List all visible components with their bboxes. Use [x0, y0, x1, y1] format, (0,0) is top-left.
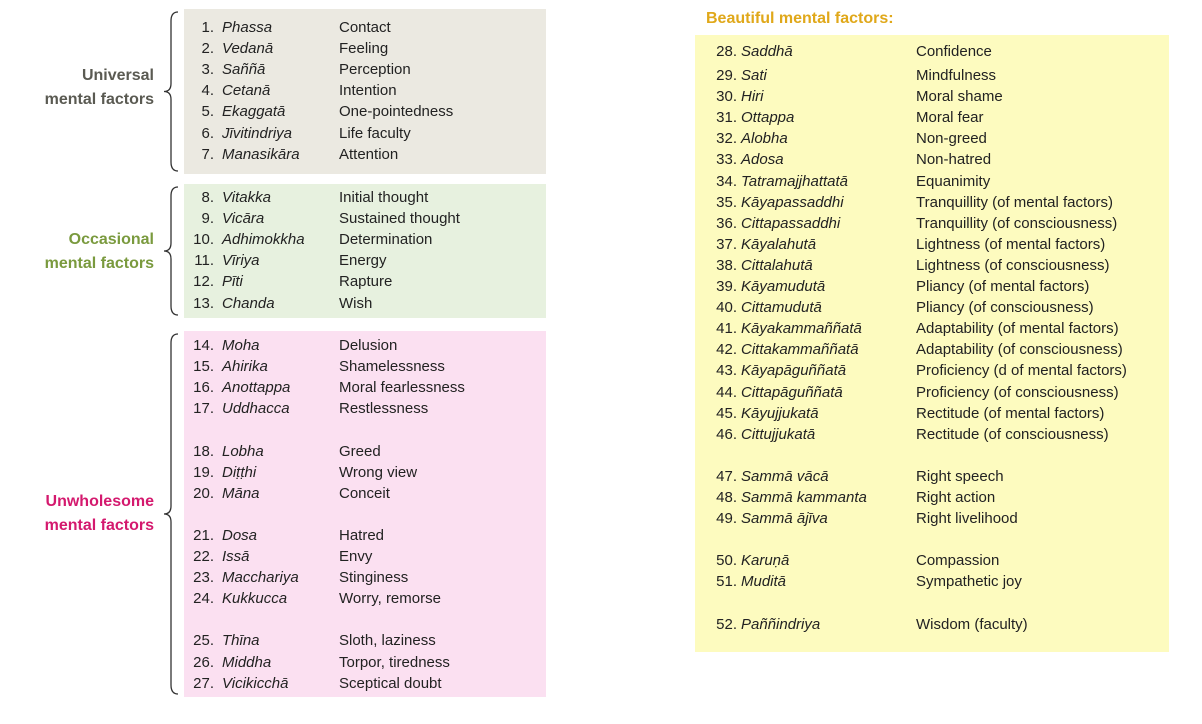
english-term: Tranquillity (of consciousness) — [916, 214, 1118, 232]
list-item — [695, 107, 1169, 128]
pali-term: Vicāra — [222, 210, 265, 228]
list-item — [695, 213, 1169, 234]
pali-term: Karuṇā — [741, 552, 790, 570]
pali-term: Cittapassaddhi — [741, 214, 841, 232]
english-term: Energy — [339, 252, 387, 270]
list-item — [695, 403, 1169, 424]
universal-label — [4, 64, 154, 112]
list-item — [184, 546, 546, 567]
item-number: 22. — [193, 548, 214, 565]
list-item — [184, 38, 546, 59]
pali-term: Ekaggatā — [222, 103, 286, 121]
beautiful-title: Beautiful mental factors: — [706, 10, 894, 27]
english-term: Attention — [339, 145, 399, 163]
list-item — [184, 673, 546, 694]
english-term: Sustained thought — [339, 210, 460, 228]
item-number: 31. — [716, 109, 737, 127]
pali-term: Adhimokkha — [222, 231, 305, 249]
item-number: 23. — [193, 569, 214, 587]
item-number: 46. — [716, 425, 737, 443]
item-number: 24. — [193, 590, 214, 608]
list-item — [695, 318, 1169, 339]
english-term: Adaptability (of mental factors) — [916, 320, 1119, 338]
list-item — [695, 571, 1169, 592]
pali-term: Thīna — [222, 632, 260, 650]
label-line2: mental factors — [44, 255, 154, 272]
pali-term: Sammā ājīva — [741, 510, 828, 528]
pali-term: Sati — [741, 67, 767, 84]
english-term: Sceptical doubt — [339, 674, 442, 692]
english-term: Rapture — [339, 273, 393, 291]
item-number: 27. — [193, 674, 214, 692]
item-number: 47. — [716, 467, 737, 485]
pali-term: Dosa — [222, 526, 258, 544]
item-number: 3. — [201, 61, 214, 79]
item-number: 13. — [193, 294, 214, 312]
label-line1: Unwholesome — [45, 493, 154, 510]
list-item — [184, 630, 546, 651]
pali-term: Kāyapassaddhi — [741, 193, 844, 211]
english-term: Torpor, tiredness — [339, 653, 450, 671]
pali-term: Anottappa — [222, 379, 291, 397]
pali-term: Chanda — [222, 294, 275, 312]
english-term: Wisdom (faculty) — [916, 615, 1028, 633]
item-number: 44. — [716, 383, 737, 401]
english-term: Lightness (of mental factors) — [916, 235, 1106, 253]
item-number: 18. — [193, 442, 214, 460]
english-term: Proficiency (d of mental factors) — [916, 362, 1127, 380]
list-item — [695, 65, 1169, 86]
pali-term: Tatramajjhattatā — [741, 172, 849, 190]
item-number: 43. — [716, 362, 737, 380]
item-number: 14. — [193, 337, 214, 354]
list-item — [695, 297, 1169, 318]
pali-term: Sammā kammanta — [741, 489, 867, 506]
english-term: Worry, remorse — [339, 590, 441, 608]
item-number: 42. — [716, 341, 737, 359]
english-term: Pliancy (of consciousness) — [916, 299, 1094, 317]
item-number: 17. — [193, 400, 214, 418]
pali-term: Kāyujjukatā — [741, 404, 819, 422]
list-item — [695, 550, 1169, 571]
pali-term: Cittalahutā — [741, 256, 813, 274]
list-item — [695, 487, 1169, 508]
list-item — [184, 652, 546, 673]
english-term: Sloth, laziness — [339, 632, 436, 650]
item-number: 12. — [193, 273, 214, 291]
item-number: 37. — [716, 235, 737, 253]
pali-term: Hiri — [741, 88, 764, 106]
list-item — [695, 276, 1169, 297]
list-item — [695, 192, 1169, 213]
unwholesome-label — [4, 490, 154, 538]
pali-term: Diṭṭhi — [222, 463, 257, 481]
pali-term: Māna — [222, 484, 260, 502]
item-number: 7. — [201, 145, 214, 163]
pali-term: Kāyakammaññatā — [741, 320, 862, 338]
list-item — [184, 483, 546, 504]
english-term: Tranquillity (of mental factors) — [916, 193, 1114, 211]
english-term: One-pointedness — [339, 103, 454, 121]
list-item — [695, 149, 1169, 170]
english-term: Delusion — [339, 337, 398, 354]
list-item — [184, 208, 546, 229]
english-term: Rectitude (of mental factors) — [916, 404, 1105, 422]
list-item — [184, 80, 546, 101]
pali-term: Phassa — [222, 19, 273, 36]
english-term: Greed — [339, 442, 381, 460]
english-term: Non-greed — [916, 130, 987, 148]
list-item — [184, 271, 546, 292]
pali-term: Macchariya — [222, 569, 299, 587]
pali-term: Paññindriya — [741, 615, 821, 633]
item-number: 40. — [716, 299, 737, 317]
english-term: Right livelihood — [916, 510, 1018, 528]
english-term: Moral shame — [916, 88, 1003, 106]
english-term: Intention — [339, 82, 397, 100]
unwholesome-panel — [184, 331, 546, 697]
item-number: 41. — [716, 320, 737, 338]
english-term: Contact — [339, 19, 391, 36]
item-number: 38. — [716, 256, 737, 274]
item-number: 2. — [201, 40, 214, 58]
item-number: 39. — [716, 278, 737, 295]
list-item — [184, 187, 546, 208]
pali-term: Vicikicchā — [222, 674, 289, 692]
list-item — [184, 101, 546, 122]
list-item — [695, 360, 1169, 381]
item-number: 26. — [193, 653, 214, 671]
item-number: 20. — [193, 484, 214, 502]
pali-term: Lobha — [222, 442, 264, 460]
pali-term: Cittujjukatā — [741, 425, 816, 443]
english-term: Compassion — [916, 552, 1000, 570]
pali-term: Kukkucca — [222, 590, 288, 608]
pali-term: Middha — [222, 653, 272, 671]
list-item — [184, 144, 546, 165]
pali-term: Kāyalahutā — [741, 235, 817, 253]
item-number: 25. — [193, 632, 214, 650]
english-term: Pliancy (of mental factors) — [916, 278, 1090, 295]
occasional-panel — [184, 184, 546, 318]
pali-term: Vitakka — [222, 189, 271, 206]
item-number: 34. — [716, 172, 737, 190]
item-number: 4. — [201, 82, 214, 100]
label-line2: mental factors — [44, 91, 154, 108]
pali-term: Issā — [222, 548, 250, 565]
list-item — [184, 377, 546, 398]
list-item — [695, 171, 1169, 192]
pali-term: Saddhā — [741, 43, 793, 60]
list-item — [695, 466, 1169, 487]
english-term: Hatred — [339, 526, 385, 544]
item-number: 33. — [716, 151, 737, 169]
label-line2: mental factors — [44, 517, 154, 534]
english-term: Right action — [916, 489, 996, 506]
pali-term: Cetanā — [222, 82, 271, 100]
item-number: 35. — [716, 193, 737, 211]
english-term: Restlessness — [339, 400, 429, 418]
list-item — [184, 398, 546, 419]
list-item — [695, 508, 1169, 529]
english-term: Sympathetic joy — [916, 573, 1022, 591]
occasional-label — [4, 228, 154, 276]
english-term: Non-hatred — [916, 151, 992, 169]
list-item — [184, 462, 546, 483]
english-term: Confidence — [916, 43, 992, 60]
list-item — [695, 614, 1169, 635]
item-number: 32. — [716, 130, 737, 148]
item-number: 21. — [193, 526, 214, 544]
english-term: Perception — [339, 61, 411, 79]
english-term: Moral fearlessness — [339, 379, 465, 397]
item-number: 11. — [194, 252, 214, 270]
brace-icon — [162, 11, 182, 172]
beautiful-panel — [695, 35, 1169, 652]
english-term: Proficiency (of consciousness) — [916, 383, 1119, 401]
list-item — [184, 588, 546, 609]
item-number: 48. — [716, 489, 737, 506]
english-term: Feeling — [339, 40, 389, 58]
pali-term: Cittamudutā — [741, 299, 822, 317]
list-item — [184, 441, 546, 462]
label-line1: Universal — [81, 67, 154, 84]
english-term: Shamelessness — [339, 358, 445, 376]
item-number: 16. — [193, 379, 214, 397]
english-term: Envy — [339, 548, 373, 565]
english-term: Adaptability (of consciousness) — [916, 341, 1123, 359]
item-number: 50. — [716, 552, 737, 570]
list-item — [695, 86, 1169, 107]
english-term: Wish — [339, 294, 373, 312]
item-number: 45. — [716, 404, 737, 422]
item-number: 6. — [201, 124, 214, 142]
list-item — [695, 339, 1169, 360]
pali-term: Cittapāguññatā — [741, 383, 843, 401]
item-number: 51. — [716, 573, 737, 591]
brace-icon — [162, 186, 182, 316]
item-number: 10. — [193, 231, 214, 249]
english-term: Determination — [339, 231, 433, 249]
list-item — [184, 17, 546, 38]
pali-term: Uddhacca — [222, 400, 290, 418]
item-number: 52. — [716, 615, 737, 633]
pali-term: Vedanā — [222, 40, 274, 58]
english-term: Wrong view — [339, 463, 418, 481]
english-term: Conceit — [339, 484, 390, 502]
item-number: 9. — [201, 210, 214, 228]
list-item — [184, 525, 546, 546]
pali-term: Adosa — [741, 151, 784, 169]
english-term: Initial thought — [339, 189, 429, 206]
pali-term: Sammā vācā — [741, 467, 829, 485]
pali-term: Kāyapāguññatā — [741, 362, 847, 380]
item-number: 8. — [201, 189, 214, 206]
list-item — [184, 250, 546, 271]
pali-term: Kāyamudutā — [741, 278, 826, 295]
pali-term: Pīti — [222, 273, 243, 291]
english-term: Stinginess — [339, 569, 409, 587]
list-item — [695, 424, 1169, 445]
english-term: Rectitude (of consciousness) — [916, 425, 1109, 443]
list-item — [695, 382, 1169, 403]
pali-term: Ahirika — [222, 358, 268, 376]
item-number: 28. — [716, 43, 737, 60]
english-term: Life faculty — [339, 124, 411, 142]
list-item — [184, 335, 546, 356]
item-number: 30. — [716, 88, 737, 106]
list-item — [184, 59, 546, 80]
pali-term: Vīriya — [222, 252, 260, 270]
english-term: Moral fear — [916, 109, 984, 127]
pali-term: Manasikāra — [222, 145, 300, 163]
english-term: Right speech — [916, 467, 1004, 485]
item-number: 49. — [716, 510, 737, 528]
pali-term: Jīvitindriya — [222, 124, 293, 142]
english-term: Lightness (of consciousness) — [916, 256, 1110, 274]
pali-term: Ottappa — [741, 109, 795, 127]
item-number: 29. — [716, 67, 737, 84]
list-item — [695, 128, 1169, 149]
pali-term: Moha — [222, 337, 260, 354]
universal-panel — [184, 9, 546, 174]
list-item — [695, 255, 1169, 276]
english-term: Equanimity — [916, 172, 991, 190]
brace-icon — [162, 333, 182, 695]
pali-term: Muditā — [741, 573, 787, 591]
pali-term: Saññā — [222, 61, 266, 79]
list-item — [184, 229, 546, 250]
list-item — [695, 41, 1169, 62]
list-item — [184, 356, 546, 377]
pali-term: Alobha — [741, 130, 788, 148]
list-item — [184, 123, 546, 144]
list-item — [695, 234, 1169, 255]
item-number: 5. — [201, 103, 214, 121]
item-number: 1. — [201, 19, 214, 36]
pali-term: Cittakammaññatā — [741, 341, 859, 359]
item-number: 15. — [193, 358, 214, 376]
item-number: 19. — [193, 463, 214, 481]
list-item — [184, 567, 546, 588]
item-number: 36. — [716, 214, 737, 232]
list-item — [184, 293, 546, 314]
english-term: Mindfulness — [916, 67, 997, 84]
label-line1: Occasional — [68, 231, 154, 248]
